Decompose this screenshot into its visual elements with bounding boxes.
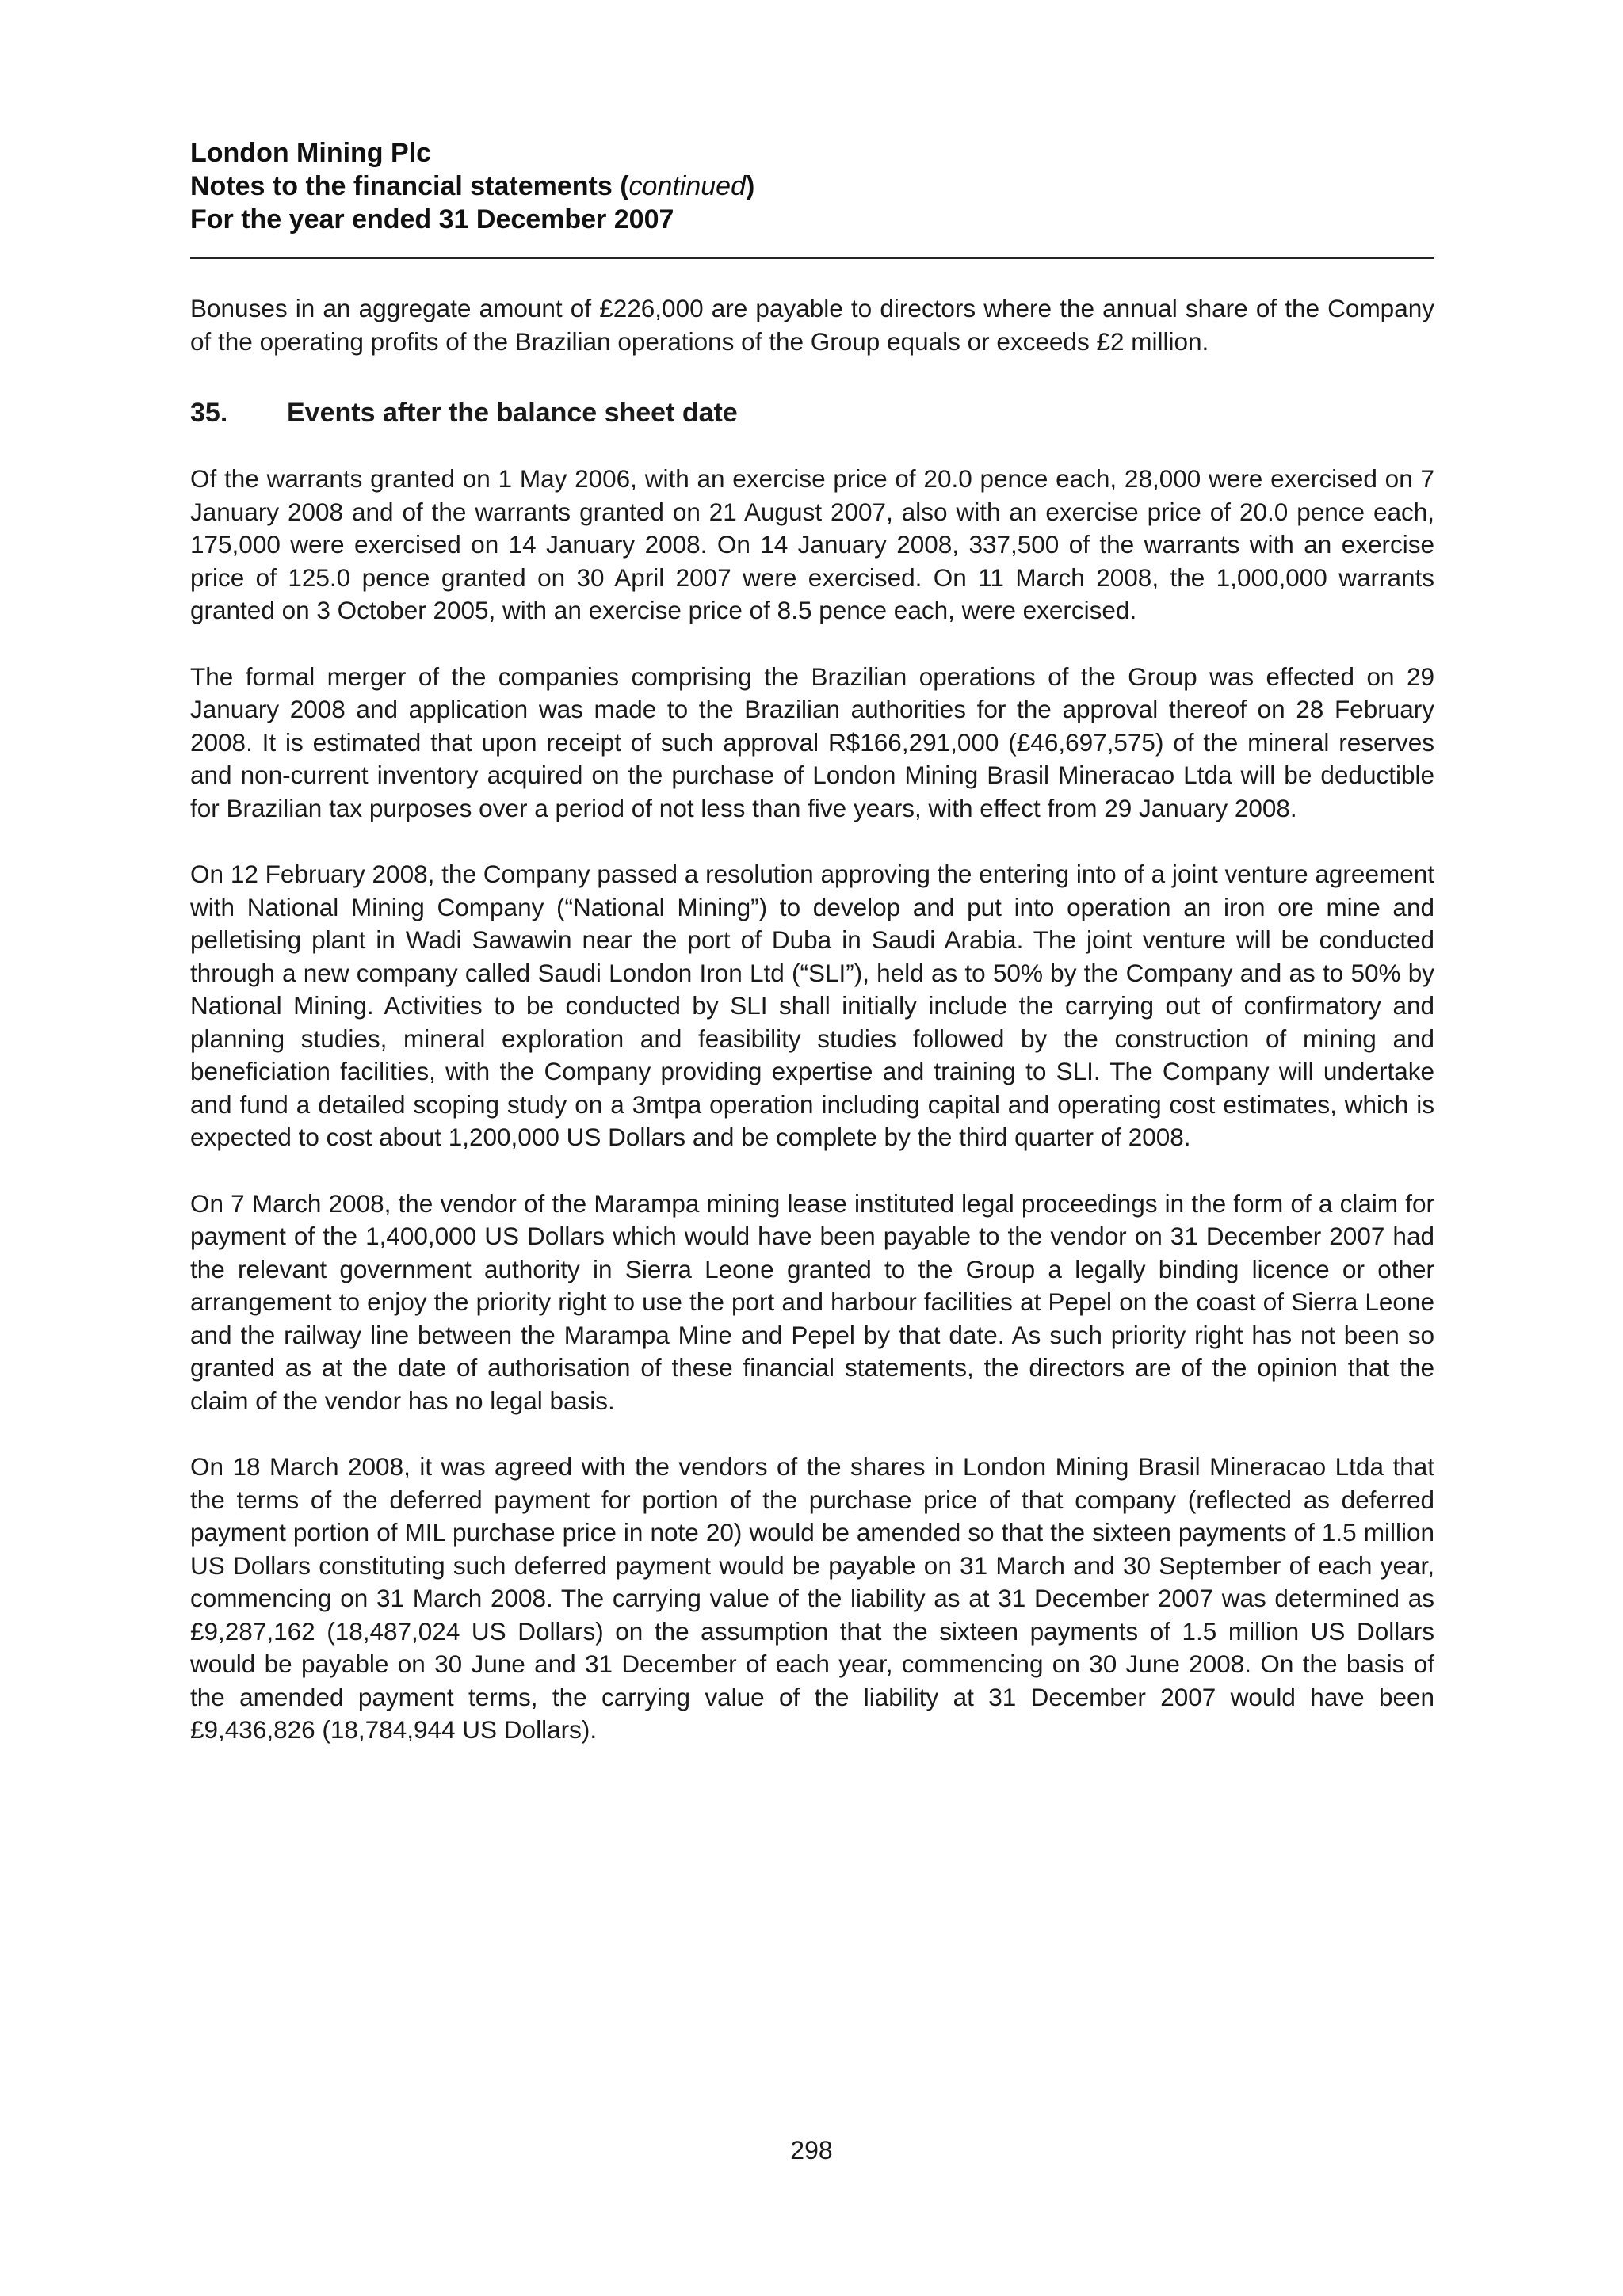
paragraph-deferred-payment: On 18 March 2008, it was agreed with the vendors of the shares in London Mining Brasil Mineracao Ltda that the terms of the deferred payment for portion of the purchase price of that company (reflected as deferred payment portion of MIL purchase price in note 20) would be amended so that the sixteen payments of 1.5 million US Dollars constituting such deferred payment would be payable on 31 March and 30 September of each year, commencing on 31 March 2008. The carrying value of the liability as at 31 December 2007 was determined as £9,287,162 (18,487,024 US Dollars) on the assumption that the sixteen payments of 1.5 million US Dollars would be payable on 30 June and 31 December of each year, commencing on 30 June 2008. On the basis of the amended payment terms, the carrying value of the liability at 31 December 2007 would have been £9,436,826 (18,784,944 US Dollars). (190, 1452, 1434, 1744)
period-title: For the year ended 31 December 2007 (190, 204, 674, 235)
paragraph-joint-venture: On 12 February 2008, the Company passed a resolution approving the entering into of a joint venture agreement with National Mining Company (“National Mining”) to develop and put into operation an iron ore mine and pelletising plant in Wadi Sawawin near the port of Duba in Saudi Arabia. The joint venture will be conducted through a new company called Saudi London Iron Ltd (“SLI”), held as to 50% by the Company and as to 50% by National Mining. Activities to be conducted by SLI shall initially include the carrying out of confirmatory and planning studies, mineral exploration and feasibility studies followed by the construction of mining and beneficiation facilities, with the Company providing expertise and training to SLI. The Company will undertake and fund a detailed scoping study on a 3mtpa operation including capital and operating cost estimates, which is expected to cost about 1,200,000 US Dollars and be complete by the third quarter of 2008. (190, 860, 1434, 1151)
notes-title: Notes to the financial statements (continued) (190, 171, 755, 201)
section-heading (190, 396, 1434, 429)
continued-label: continued (628, 171, 747, 201)
page-content (190, 136, 1434, 1747)
company-name: London Mining Plc (190, 138, 432, 168)
paragraph-warrants: Of the warrants granted on 1 May 2006, with an exercise price of 20.0 pence each, 28,000 were exercised on 7 January 2008 and of the warrants granted on 21 August 2007, also with an exercise price of 20.0 pence each, 175,000 were exercised on 14 January 2008. On 14 January 2008, 337,500 of the warrants with an exercise price of 125.0 pence granted on 30 April 2007 were exercised. On 11 March 2008, the 1,000,000 warrants granted on 3 October 2005, with an exercise price of 8.5 pence each, were exercised. (190, 464, 1434, 624)
header-divider (190, 257, 1434, 259)
paragraph-merger: The formal merger of the companies comprising the Brazilian operations of the Group was effected on 29 January 2008 and application was made to the Brazilian authorities for the approval thereof on 28 February 2008. It is estimated that upon receipt of such approval R$166,291,000 (£46,697,575) of the mineral reserves and non-current inventory acquired on the purchase of London Mining Brasil Mineracao Ltda will be deductible for Brazilian tax purposes over a period of not less than five years, with effect from 29 January 2008. (190, 662, 1434, 822)
section-number: 35. (190, 398, 228, 428)
section-title: Events after the balance sheet date (287, 398, 738, 428)
paragraph-bonus: Bonuses in an aggregate amount of £226,000 are payable to directors where the annual share of the Company of the operating profits of the Brazilian operations of the Group equals or exceeds £2 million. (190, 294, 1434, 356)
paragraph-marampa: On 7 March 2008, the vendor of the Marampa mining lease instituted legal proceedings in the form of a claim for payment of the 1,400,000 US Dollars which would have been payable to the vendor on 31 December 2007 had the relevant government authority in Sierra Leone granted to the Group a legally binding licence or other arrangement to enjoy the priority right to use the port and harbour facilities at Pepel on the coast of Sierra Leone and the railway line between the Marampa Mine and Pepel by that date. As such priority right has not been so granted as at the date of authorisation of these financial statements, the directors are of the opinion that the claim of the vendor has no legal basis. (190, 1188, 1434, 1415)
document-header (190, 136, 1434, 236)
page-number: 298 (790, 2136, 833, 2164)
